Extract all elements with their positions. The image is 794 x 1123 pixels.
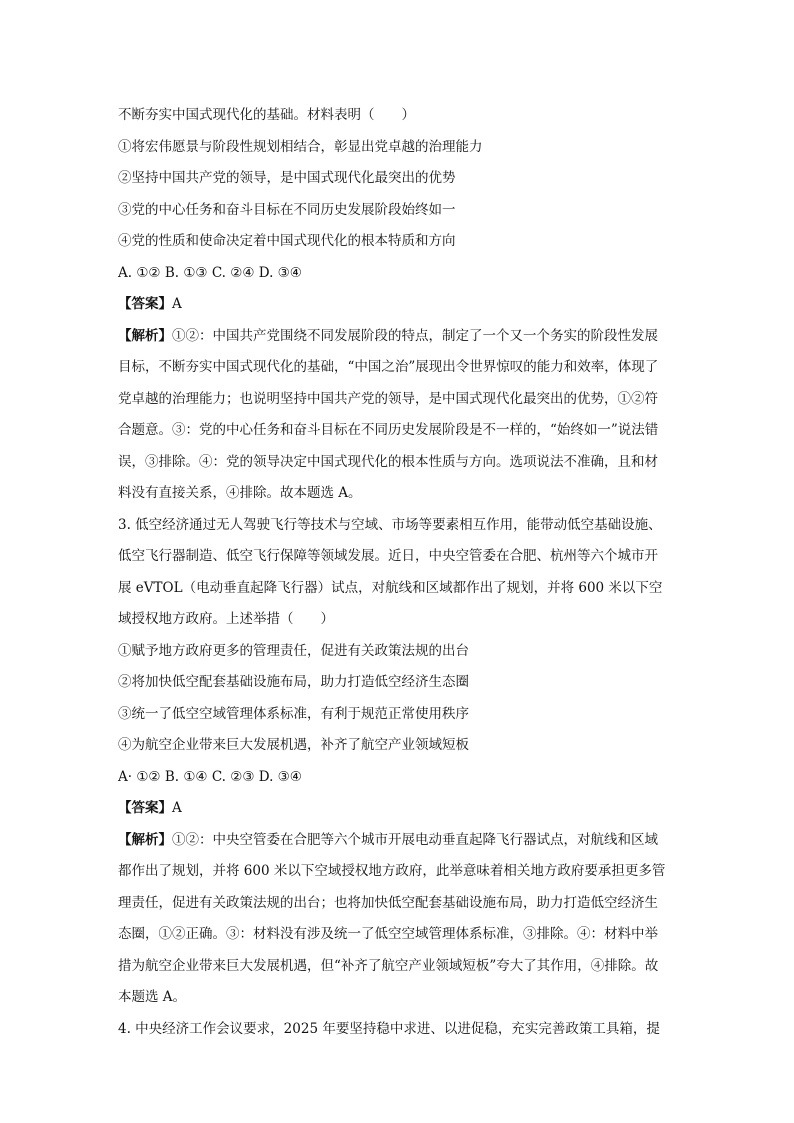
stem-line: 低空飞行器制造、低空飞行保障等领域发展。近日，中央空管委在合肥、杭州等六个城市开 (118, 548, 658, 564)
document-page (118, 100, 682, 1045)
analysis-line: 【解析】①②：中国共产党围绕不同发展阶段的特点，制定了一个又一个务实的阶段性发展 (118, 327, 658, 344)
q3-option-2: ②将加快低空配套基础设施布局，助力打造低空经济生态圈 (118, 674, 469, 690)
answer-tag: 【答案】 (118, 800, 172, 816)
q2-option-4: ④党的性质和使命决定着中国式现代化的根本特质和方向 (118, 233, 456, 249)
answer-value: A (172, 296, 182, 312)
analysis-line: 【解析】①②：中央空管委在合肥等六个城市开展电动垂直起降飞行器试点，对航线和区域 (118, 831, 658, 848)
analysis-line: 本题选 A。 (118, 989, 187, 1005)
stem-line: 域授权地方政府。上述举措（ ） (118, 611, 334, 627)
q3-option-4: ④为航空企业带来巨大发展机遇，补齐了航空产业领域短板 (118, 737, 469, 753)
q3-option-3: ③统一了低空空域管理体系标准，有利于规范正常使用秩序 (118, 705, 469, 722)
q2-option-2: ②坚持中国共产党的领导，是中国式现代化最突出的优势 (118, 170, 456, 186)
q2-analysis (118, 321, 682, 510)
analysis-tag: 【解析】 (118, 831, 172, 848)
q2-option-3: ③党的中心任务和奋斗目标在不同历史发展阶段始终如一 (118, 201, 456, 218)
q2-option-1: ①将宏伟愿景与阶段性规划相结合，彰显出党卓越的治理能力 (118, 138, 483, 155)
analysis-line: 料没有直接关系，④排除。故本题选 A。 (118, 485, 362, 501)
stem-line: 3. 低空经济通过无人驾驶飞行等技术与空域、市场等要素相互作用，能带动低空基础设施、 (118, 516, 662, 533)
stem-line: 展 eVTOL（电动垂直起降飞行器）试点，对航线和区域都作出了规划，并将 600 米以下空 (118, 579, 663, 596)
q3-choices: A· ①② B. ①④ C. ②③ D. ③④ (118, 768, 302, 785)
q3-stem (118, 510, 682, 636)
answer-value: A (172, 800, 182, 816)
analysis-line: 党卓越的治理能力；也说明坚持中国共产党的领导，是中国式现代化最突出的优势，①②符 (118, 390, 658, 407)
analysis-line: 目标，不断夯实中国式现代化的基础，“中国之治”展现出令世界惊叹的能力和效率，体现了 (118, 359, 659, 375)
q3-answer (118, 793, 682, 825)
q2-choices: A. ①② B. ①③ C. ②④ D. ③④ (118, 264, 302, 281)
analysis-line: 都作出了规划，并将 600 米以下空域授权地方政府，此举意味着相关地方政府要承担更多管 (118, 863, 666, 879)
analysis-line: 误，③排除。④：党的领导决定中国式现代化的根本性质与方向。选项说法不准确，且和材 (118, 453, 658, 470)
q4-stem: 4. 中央经济工作会议要求，2025 年要坚持稳中求进、以进促稳，充实完善政策工具箱，提 (118, 1020, 660, 1037)
analysis-line: 措为航空企业带来巨大发展机遇，但“补齐了航空产业领域短板”夸大了其作用，④排除。故 (118, 957, 659, 974)
analysis-tag: 【解析】 (118, 327, 172, 344)
q3-option-1: ①赋予地方政府更多的管理责任，促进有关政策法规的出台 (118, 642, 469, 659)
q3-analysis (118, 825, 682, 1014)
analysis-line: 态圈，①②正确。③：材料没有涉及统一了低空空域管理体系标准，③排除。④：材料中举 (118, 926, 658, 942)
analysis-line: 理责任，促进有关政策法规的出台；也将加快低空配套基础设施布局，助力打造低空经济生 (118, 894, 658, 911)
answer-tag: 【答案】 (118, 296, 172, 312)
analysis-line: 合题意。③：党的中心任务和奋斗目标在不同历史发展阶段是不一样的，“始终如一”说法错 (118, 422, 659, 438)
q2-stem-tail: 不断夯实中国式现代化的基础。材料表明（ ） (118, 107, 415, 123)
q2-answer (118, 289, 682, 321)
